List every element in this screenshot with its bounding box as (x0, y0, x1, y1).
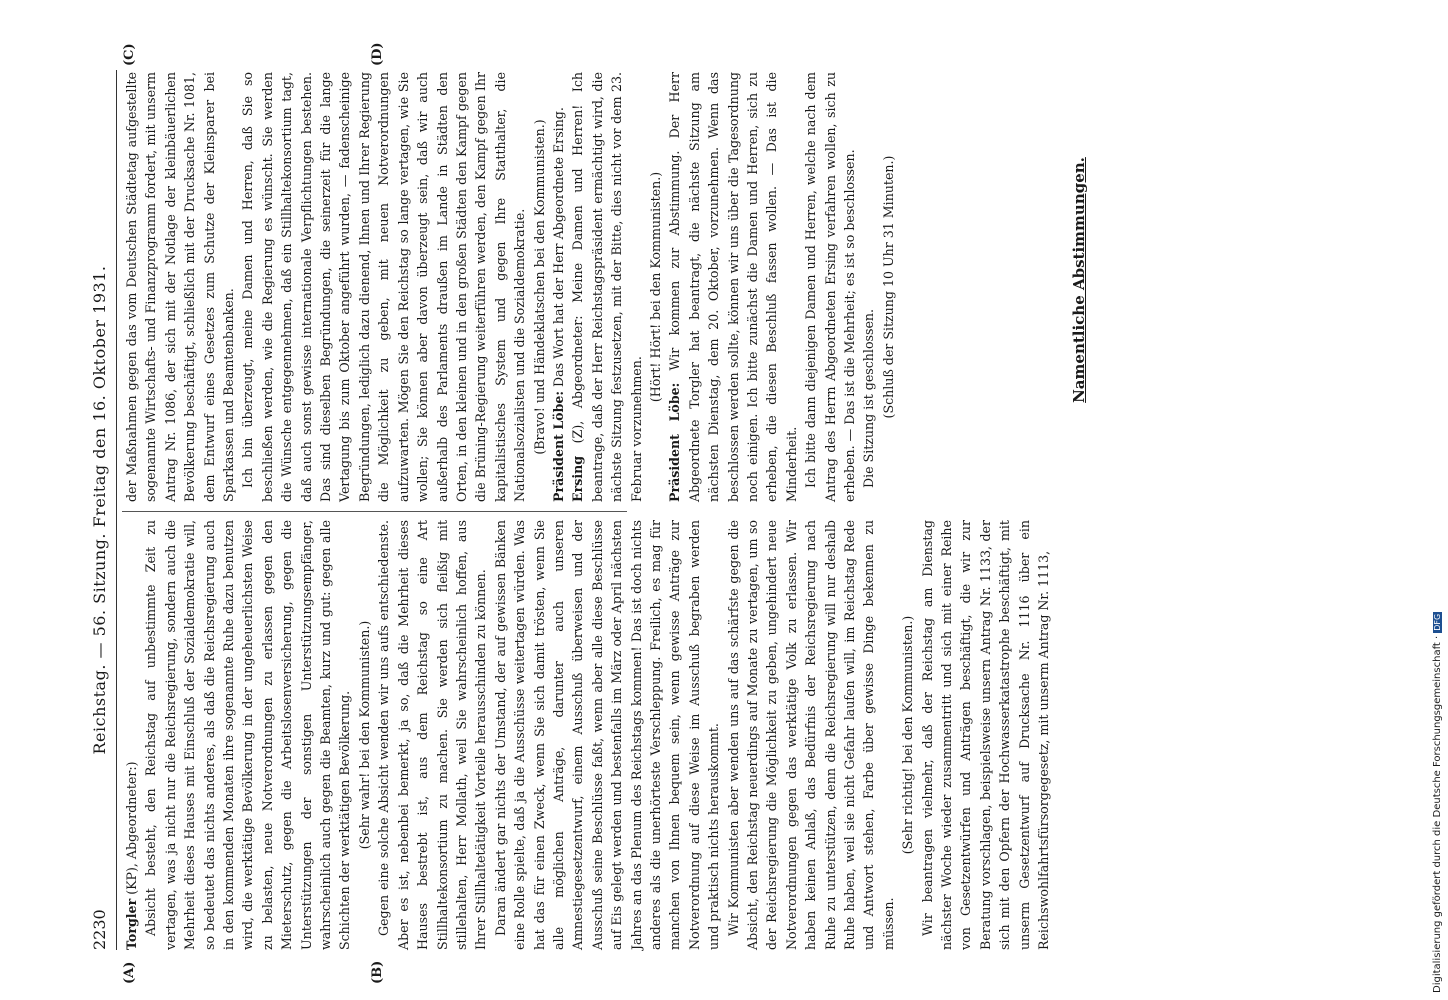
page-number: 2230 (90, 909, 109, 950)
interjection: (Schluß der Sitzung 10 Uhr 31 Minuten.) (880, 155, 896, 419)
margin-marker-c: (C) (122, 43, 137, 66)
speaker-name: Präsident Löbe: (550, 390, 566, 502)
speech-text: Wir kommen zur Abstimmung. Der Herr Abgeordnete Torgler hat beantragt, die nächste Sitzung am nächsten Dienstag, dem 20. Oktober, vorzunehmen. Wenn das beschlossen werden sollte, können wir uns über die Tagesordnung noch einigen. Ich bitte zunächst die Damen und Herren, sich zu erheben, die diesen Beschluß fassen wollen. — Das ist die Minderheit. (667, 72, 799, 502)
interjection: (Sehr wahr! bei den Kommunisten.) (356, 620, 372, 850)
speaker-name: Ersing (570, 455, 586, 502)
right-column (122, 72, 896, 502)
paragraph: Ich bitte dann diejenigen Damen und Herren, welche nach dem Antrag des Herrn Abgeordneten Ersing verfahren wollen, sich zu erheben. — Das ist die Mehrheit; es ist so beschlossen. (803, 72, 858, 502)
rotated-page (70, 42, 1150, 984)
speaker-paragraph (568, 72, 646, 502)
left-column (122, 520, 1052, 950)
paragraph: Absicht besteht, den Reichstag auf unbestimmte Zeit zu vertagen, was ja nicht nur die Reichsregierung, sondern auch die Mehrheit dieses Hauses mit Einschluß der Sozialdemokratie will, so bedeutet das nichts anderes, als daß die Reichsregierung auch in den kommenden Monaten ihre sogenannte Ruhe dazu benutzen wird, die werktätige Bevölkerung in der ungeheuerlichsten Weise zu belasten, neue Notverordnungen zu erlassen gegen den Mieterschutz, gegen die Arbeitslosenversicherung, gegen die Unterstützungen der sonstigen Unterstützungsempfänger, wahrscheinlich auch gegen die Beamten, kurz und gut: gegen alle Schichten der werktätigen Bevölkerung. (143, 520, 353, 950)
paragraph: Die Sitzung ist geschlossen. (861, 308, 877, 488)
paragraph: Wir Kommunisten aber wenden uns auf das schärfste gegen die Absicht, den Reichstag neuerdings auf Monate zu vertagen, um so der Reichsregierung die Möglichkeit zu geben, ungehindert neue Notverordnungen gegen das werktätige Volk zu erlassen. Wir haben keinen Anlaß, das Bedürfnis der Reichsregierung nach Ruhe zu unterstützen, denn die Reichsregierung will nur deshalb Ruhe haben, weil sie nicht Gefahr laufen will, im Reichstag Rede und Antwort stehen, Farbe über gewisse Dinge bekennen zu müssen. (725, 520, 896, 950)
page-header (90, 70, 116, 950)
speaker-name: Präsident Löbe: (667, 382, 683, 502)
dfg-watermark (1418, 8, 1443, 998)
paragraph: Daran ändert gar nichts der Umstand, der auf gewissen Bänken eine Rolle spielte, daß ja die Ausschüsse weitertagen würden. Was hat das für einen Zweck, wenn Sie sich damit trösten, wenn Sie alle möglichen Anträge, darunter auch unseren Amnestiegesetzentwurf, einem Ausschuß überweisen und der Ausschuß seine Beschlüsse faßt, wenn aber alle diese Beschlüsse auf Eis gelegt werden und bestenfalls im März oder April nächsten Jahres an das Plenum des Reichstags kommen! Das ist doch nichts anderes als die unerhörteste Verschleppung. Freilich, es mag für manchen von Ihnen bequem sein, wenn gewisse Anträge zur Notverordnung auf diese Weise im Ausschuß begraben werden und praktisch nichts herauskommt. (492, 520, 722, 950)
page-title: Reichstag. — 56. Sitzung. Freitag den 16. Oktober 1931. (90, 265, 109, 755)
speech-text: Das Wort hat der Herr Abgeordnete Ersing. (550, 107, 566, 391)
interjection: (Sehr richtig! bei den Kommunisten.) (900, 615, 916, 855)
header-rule (116, 70, 117, 950)
speaker-paragraph (665, 72, 801, 502)
speaker-paragraph (122, 520, 141, 950)
speaker-name: Torgler (124, 898, 139, 950)
column-divider (122, 511, 627, 512)
margin-marker-a: (A) (122, 961, 137, 984)
paragraph: Wir beantragen vielmehr, daß der Reichstag am Dienstag nächster Woche wieder zusammentritt und sich mit einer Reihe von Gesetzentwürfen und Anträgen beschäftigt, die wir zur Beratung vorschlagen, beispielsweise unsern Antrag Nr. 1133, der sich mit den Opfern der Hochwasserkatastrophe beschäftigt, mit unserm Gesetzentwurf auf Drucksache Nr. 1116 über ein Reichswohlfahrtsfürsorgegesetz, mit unserm Antrag Nr. 1113, (919, 520, 1052, 950)
paragraph: der Maßnahmen gegen das vom Deutschen Städtetag aufgestellte sogenannte Wirtschafts- und Finanzprogramm fordert, mit unserm Antrag Nr. 1086, der sich mit der Notlage der kleinbäuerlichen Bevölkerung beschäftigt, schließlich mit der Drucksache Nr. 1081, dem Entwurf eines Gesetzes zum Schutze der Kleinsparer bei Sparkassen und Beamtenbanken. (124, 72, 237, 502)
section-heading: Namentliche Abstimmungen. (1070, 157, 1088, 403)
margin-marker-d: (D) (370, 42, 385, 66)
interjection: (Hört! Hört! bei den Kommunisten.) (647, 171, 663, 403)
paragraph: Gegen eine solche Absicht wenden wir uns aufs entschiedenste. Aber es ist, nebenbei bemerkt, ja so, daß die Mehrheit dieses Hauses bestrebt ist, aus dem Reichstag so eine Art Stillhaltekonsortium zu machen. Sie werden sich fleißig mit stillehalten, Herr Mollath, weil Sie wahrscheinlich hoffen, aus Ihrer Stillhaltetätigkeit Vorteile herausschinden zu können. (376, 520, 489, 950)
speech-text: (KP), Abgeordneter:) (124, 761, 139, 899)
speaker-paragraph (549, 72, 568, 502)
speech-text: (Z), Abgeordneter: Meine Damen und Herren! Ich beantrage, daß der Herr Reichstagspräsident ermächtigt wird, die nächste Sitzung festzusetzen, mit der Bitte, dies nicht vor dem 23. Februar vorzunehmen. (570, 72, 644, 502)
paragraph: Ich bin überzeugt, meine Damen und Herren, daß Sie so beschließen werden, wie die Regierung es wünscht. Sie werden die Wünsche entgegennehmen, daß ein Stillhaltekonsortium tagt, daß auch sonst gewisse internationale Verpflichtungen bestehen. Das sind dieselben Begründungen, die seinerzeit für die lange Vertagung bis zum Oktober angeführt wurden, — fadenscheinige Begründungen, lediglich dazu dienend, Ihnen und Ihrer Regierung die Möglichkeit zu geben, mit neuen Notverordnungen aufzuwarten. Mögen Sie den Reichstag so lange vertagen, wie Sie wollen; Sie können aber davon überzeugt sein, daß wir auch außerhalb des Parlaments draußen im Lande in Städten den Orten, in den kleinen und in den großen Städten den Kampf gegen die Brüning-Regierung weiterführen werden, den Kampf gegen Ihr kapitalistisches System und gegen Ihre Statthalter, die Nationalsozialisten und die Sozialdemokratie. (240, 72, 528, 502)
dfg-logo: DFG (1433, 613, 1442, 631)
interjection: (Bravo! und Händeklatschen bei den Kommunisten.) (531, 119, 547, 455)
watermark-text: Digitalisierung gefördert durch die Deutsche Forschungsgemeinschaft · (1432, 635, 1443, 993)
margin-marker-b: (B) (370, 960, 385, 984)
